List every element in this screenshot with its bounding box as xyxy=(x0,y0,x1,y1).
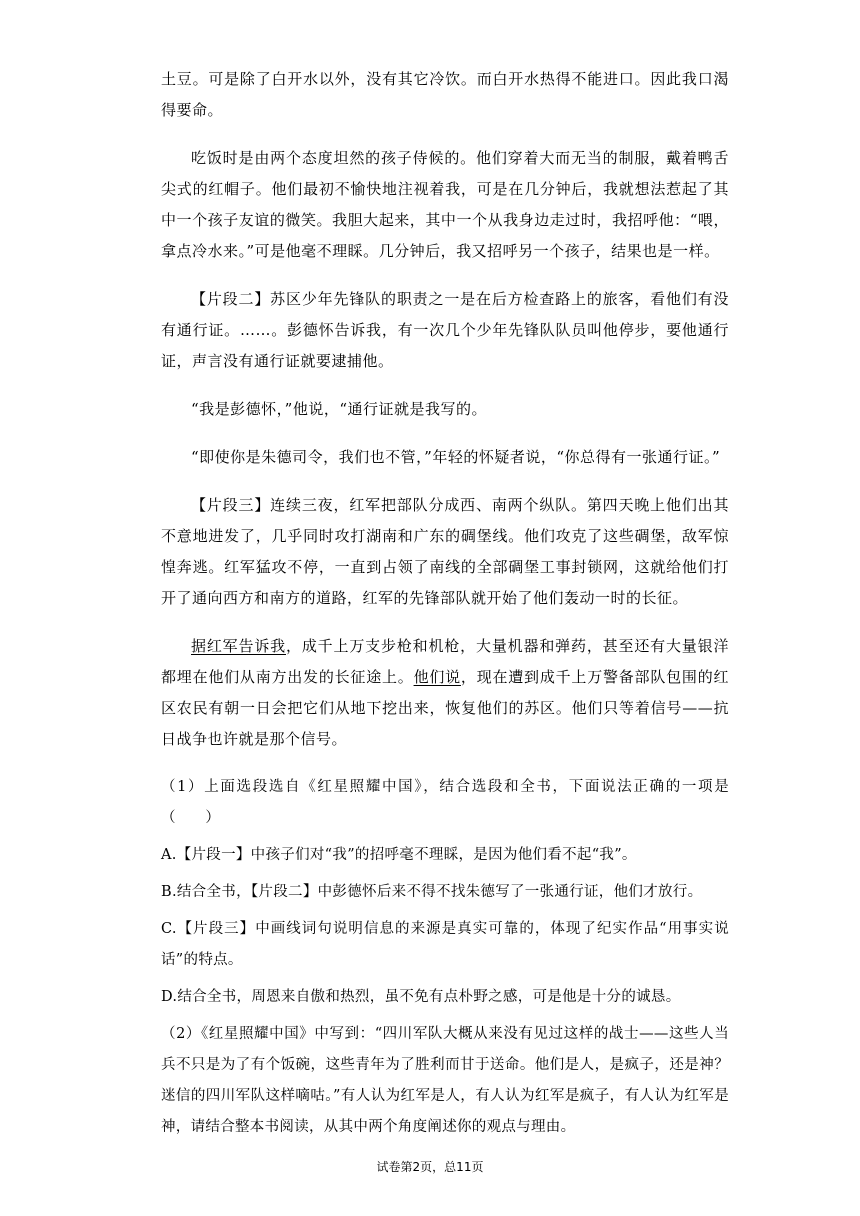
question-1-stem: （1）上面选段选自《红星照耀中国》，结合选段和全书，下面说法正确的一项是（ ） xyxy=(161,779,729,826)
question-1-option-b: B.结合全书，【片段二】中彭德怀后来不得不找朱德写了一张通行证，他们才放行。 xyxy=(161,884,703,900)
passage-paragraph-1: 土豆。可是除了白开水以外，没有其它冷饮。而白开水热得不能进口。因此我口渴得要命。 xyxy=(161,70,729,119)
underlined-phrase-2: 他们说 xyxy=(413,668,461,686)
question-1-option-c: C.【片段三】中画线词句说明信息的来源是真实可靠的，体现了纪实作品“用事实说话”的特点。 xyxy=(161,921,729,968)
exam-page-body xyxy=(161,64,729,1149)
question-2: （2）《红星照耀中国》中写到：“四川军队大概从来没有见过这样的战士——这些人当兵不只是为了有个饭碗，这些青年为了胜利而甘于送命。他们是人，是疯子，还是神？迷信的四川军队这样嘀咕。”有人认为红军是人，有人认为红军是疯子，有人认为红军是神，请结合整本书阅读，从其中两个角度阐述你的观点与理由。 xyxy=(161,1026,729,1135)
page-footer: 试卷第2页，总11页 xyxy=(376,1160,484,1174)
paragraph-7-text-b: ，现在遭到成千上万警备部队包围的红区农民有朝一日会把它们从地下挖出来，恢复他们的苏区。他们只等着信号——抗日战争也许就是那个信号。 xyxy=(161,668,729,748)
passage-paragraph-5: “即使你是朱德司令，我们也不管，”年轻的怀疑者说，“你总得有一张通行证。” xyxy=(191,448,721,466)
passage-paragraph-4: “我是彭德怀，”他说，“通行证就是我写的。 xyxy=(191,400,488,418)
passage-paragraph-7 xyxy=(161,631,729,755)
passage-paragraph-6: 【片段三】连续三夜，红军把部队分成西、南两个纵队。第四天晚上他们出其不意地进发了，几乎同时攻打湖南和广东的碉堡线。他们攻克了这些碉堡，敌军惊惶奔逃。红军猛攻不停，一直到占领了南线的全部碉堡工事封锁网，这就给他们打开了通向西方和南方的道路，红军的先锋部队就开始了他们轰动一时的长征。 xyxy=(161,496,729,607)
passage-paragraph-3: 【片段二】苏区少年先锋队的职责之一是在后方检查路上的旅客，看他们有没有通行证。……。彭德怀告诉我，有一次几个少年先锋队队员叫他停步，要他通行证，声言没有通行证就要逮捕他。 xyxy=(161,290,729,370)
underlined-phrase-1: 据红军告诉我 xyxy=(191,637,286,655)
paragraph-7-text-a: ，成千上万支步枪和机枪，大量机器和弹药，甚至还有大量银洋都埋在他们从南方出发的长征途上。 xyxy=(161,637,729,686)
question-1-option-d: D.结合全书，周恩来自傲和热烈，虽不免有点朴野之感，可是他是十分的诚恳。 xyxy=(161,989,681,1005)
question-1-option-a: A.【片段一】中孩子们对“我”的招呼毫不理睬，是因为他们看不起“我”。 xyxy=(161,847,637,863)
passage-paragraph-2: 吃饭时是由两个态度坦然的孩子侍候的。他们穿着大而无当的制服，戴着鸭舌尖式的红帽子。他们最初不愉快地注视着我，可是在几分钟后，我就想法惹起了其中一个孩子友谊的微笑。我胆大起来，其中一个从我身边走过时，我招呼他：“喂，拿点冷水来。”可是他毫不理睬。几分钟后，我又招呼另一个孩子，结果也是一样。 xyxy=(161,149,729,260)
